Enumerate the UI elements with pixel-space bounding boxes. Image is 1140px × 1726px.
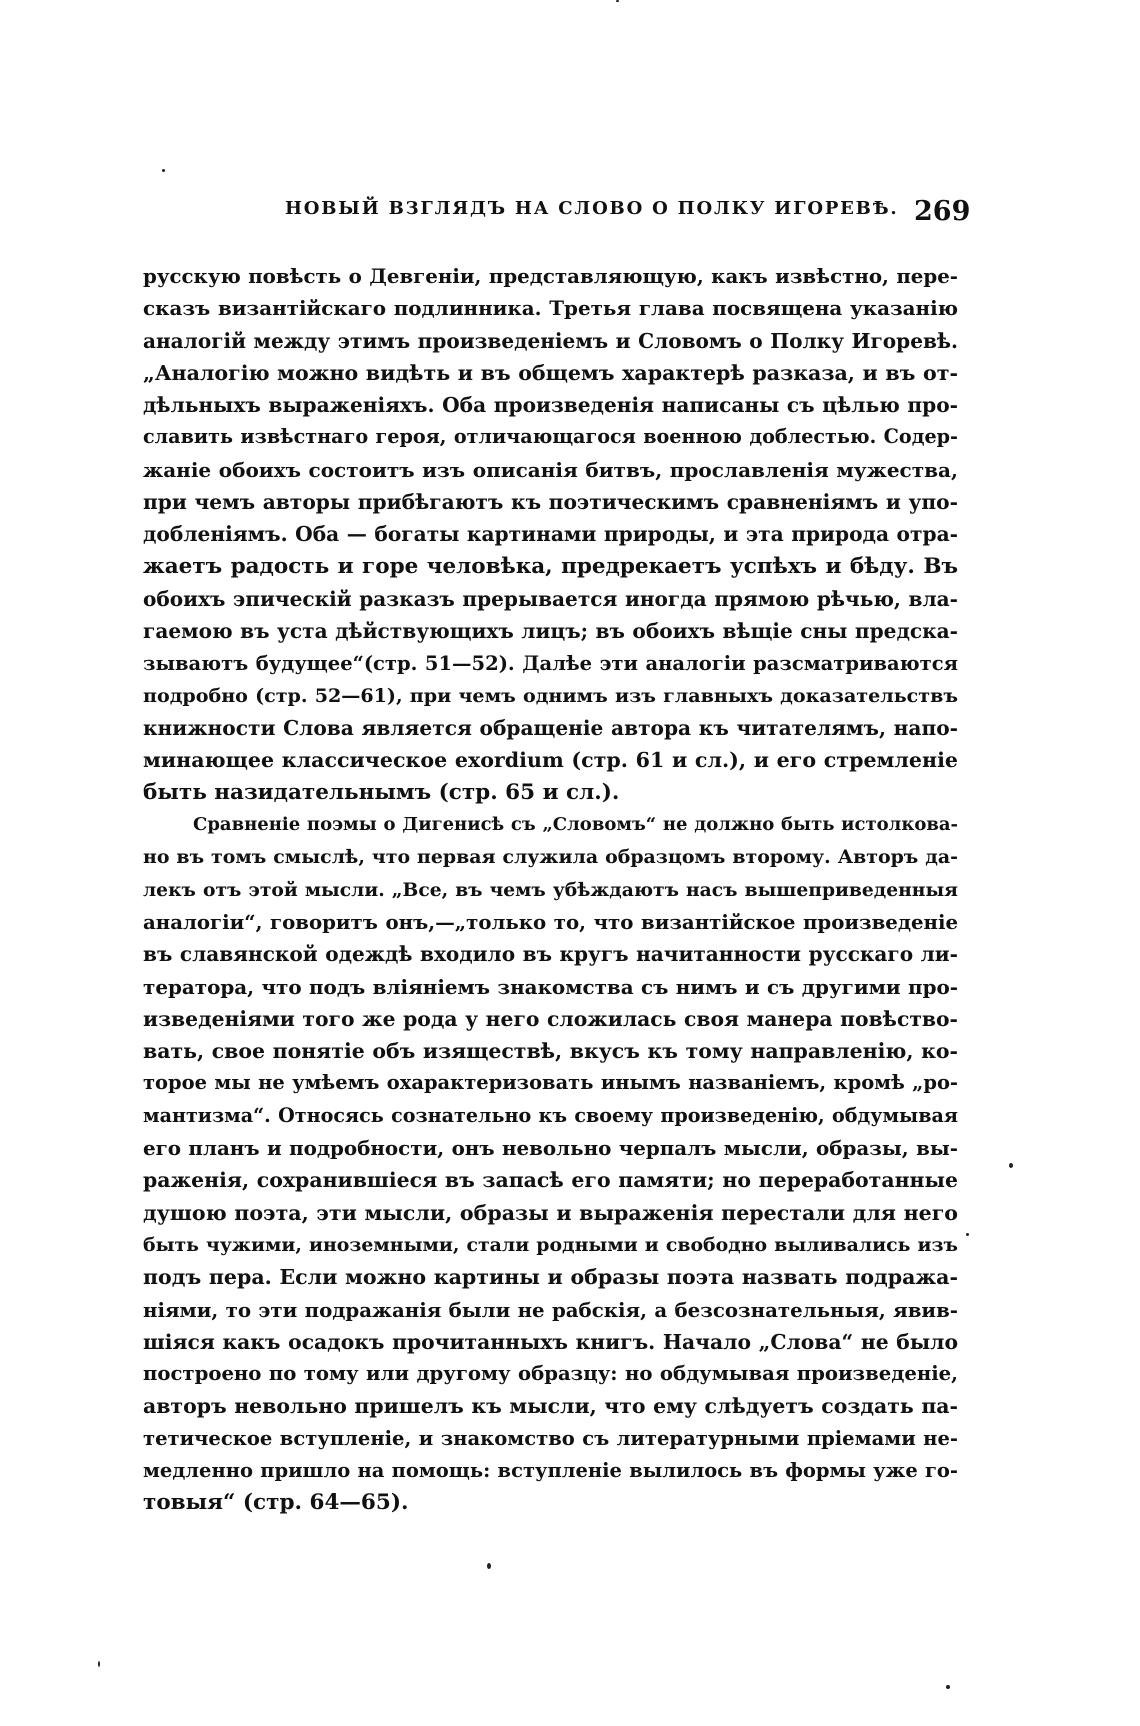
text-line: тератора, что подъ вліяніемъ знакомства съ нимъ и съ другими про- (143, 974, 958, 999)
text-line: славить извѣстнаго героя, отличающагося военною доблестью. Содер- (143, 425, 958, 449)
text-line: русскую повѣсть о Девгеніи, представляющую, какъ извѣстно, пере- (143, 264, 958, 288)
text-line: аналогіи“, говоритъ онъ,—„только то, что византійское произведеніе (143, 909, 958, 934)
text-line: построено по тому или другому образцу: но обдумывая произведеніе, (143, 1362, 958, 1386)
running-head: НОВЫЙ ВЗГЛЯДЪ НА СЛОВО О ПОЛКУ ИГОРЕВѢ. (285, 198, 899, 219)
text-line: товыя“ (стр. 64—65). (143, 1490, 409, 1516)
text-line: въ славянской одеждѣ входило въ кругъ начитанности русскаго ли- (143, 942, 958, 967)
text-line: душою поэта, эти мысли, образы и выраженія перестали для него (143, 1200, 958, 1225)
text-line: быть чужими, иноземными, стали родными и свободно выливались изъ (143, 1233, 958, 1256)
text-line: зываютъ будущее“(стр. 51—52). Далѣе эти аналогіи разсматриваются (143, 651, 958, 675)
text-line: подробно (стр. 52—61), при чемъ однимъ изъ главныхъ доказательствъ (143, 683, 958, 707)
text-line: гаемою въ уста дѣйствующихъ лицъ; въ обоихъ вѣщіе сны предска- (143, 619, 958, 644)
scan-speck (487, 1563, 491, 1569)
scan-speck (946, 1685, 950, 1689)
scan-speck (162, 169, 165, 172)
text-line: шіяся какъ осадокъ прочитанныхъ книгъ. Начало „Слова“ не было (143, 1329, 958, 1354)
text-line: подъ пера. Если можно картины и образы поэта назвать подража- (143, 1265, 958, 1290)
text-line: авторъ невольно пришелъ къ мысли, что ему слѣдуетъ создать па- (143, 1394, 958, 1419)
text-line: жаетъ радость и горе человѣка, предрекаетъ успѣхъ и бѣду. Въ (143, 553, 958, 579)
scan-speck (98, 1661, 100, 1667)
scan-speck (616, 0, 619, 2)
text-line: мантизма“. Относясь сознательно къ своему произведенію, обдумывая (143, 1103, 958, 1127)
text-line: дѣльныхъ выраженіяхъ. Оба произведенія написаны съ цѣлью про- (143, 393, 958, 418)
scan-speck (1009, 1163, 1013, 1168)
text-line: минающее классическое exordium (стр. 61 и сл.), и его стремленіе (143, 748, 958, 773)
text-line: вать, свое понятіе объ изяществѣ, вкусъ къ тому направленію, ко- (143, 1039, 958, 1064)
text-line: торое мы не умѣемъ охарактеризовать инымъ названіемъ, кромѣ „ро- (143, 1071, 958, 1095)
scan-speck (966, 1233, 969, 1236)
text-line: тетическое вступленіе, и знакомство съ литературными пріемами не- (143, 1426, 958, 1450)
text-line: его планъ и подробности, онъ невольно черпалъ мысли, образы, вы- (143, 1136, 958, 1161)
text-line: добленіямъ. Оба — богаты картинами природы, и эта природа отра- (143, 522, 958, 547)
text-line: Сравненіе поэмы о Дигенисѣ съ „Словомъ“ не должно быть истолкова- (193, 814, 958, 836)
text-line: медленно пришло на помощь: вступленіе вылилось въ формы уже го- (143, 1458, 958, 1482)
text-line: но въ томъ смыслѣ, что первая служила образцомъ второму. Авторъ да- (143, 846, 958, 869)
page-number: 269 (914, 196, 971, 227)
text-line: раженія, сохранившіеся въ запасѣ его памяти; но переработанные (143, 1168, 958, 1193)
text-line: обоихъ эпическій разказъ прерывается иногда прямою рѣчью, вла- (143, 586, 958, 611)
text-line: ніями, то эти подражанія были не рабскія, а безсознательныя, явив- (143, 1297, 958, 1322)
text-line: книжности Слова является обращеніе автора къ читателямъ, напо- (143, 716, 958, 741)
text-line: аналогій между этимъ произведеніемъ и Словомъ о Полку Игоревѣ. (143, 328, 958, 353)
text-line: при чемъ авторы прибѣгаютъ къ поэтическимъ сравненіямъ и упо- (143, 490, 958, 515)
body-text (143, 260, 958, 1520)
text-line: „Аналогію можно видѣть и въ общемъ характерѣ разказа, и въ от- (143, 360, 958, 385)
text-line: жаніе обоихъ состоитъ изъ описанія битвъ, прославленія мужества, (143, 457, 958, 482)
text-line: сказъ византійскаго подлинника. Третья глава посвящена указанію (143, 296, 958, 321)
text-line: быть назидательнымъ (стр. 65 и сл.). (143, 779, 620, 805)
text-line: изведеніями того же рода у него сложилась своя манера повѣство- (143, 1006, 958, 1031)
text-line: лекъ отъ этой мысли. „Все, въ чемъ убѣждаютъ насъ вышеприведенныя (143, 878, 958, 901)
